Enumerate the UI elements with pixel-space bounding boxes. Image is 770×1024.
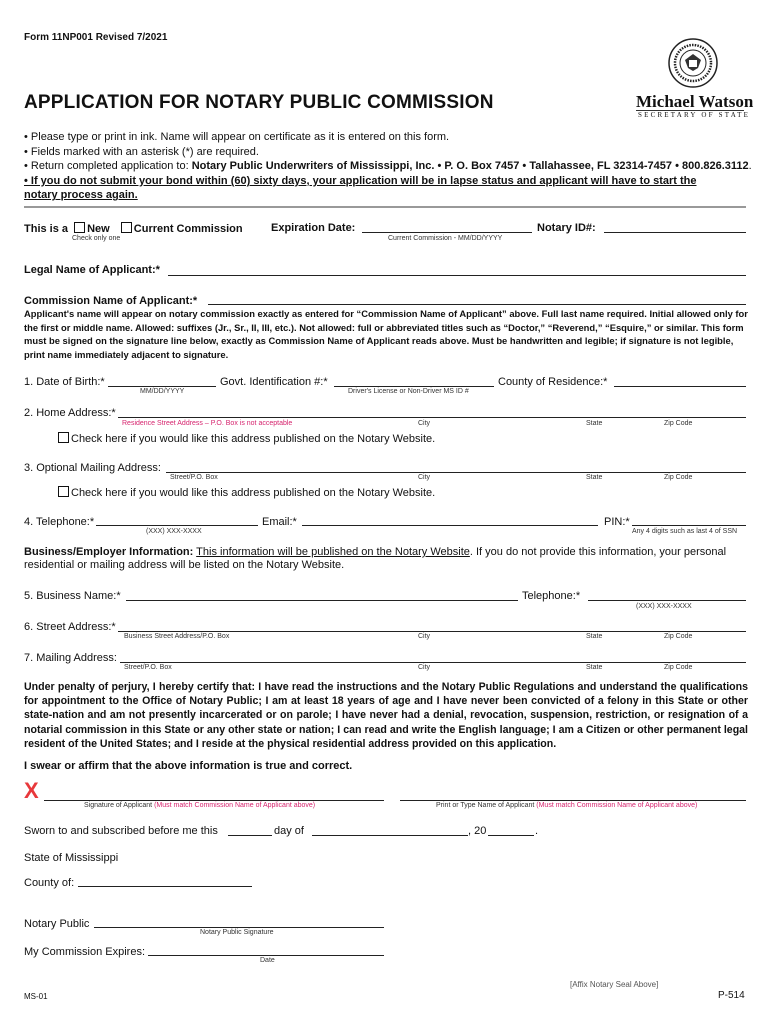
sworn-month-field[interactable] — [312, 835, 468, 836]
page-title: APPLICATION FOR NOTARY PUBLIC COMMISSION — [24, 92, 494, 113]
legal-name-label: Legal Name of Applicant:* — [24, 264, 160, 276]
dob-label: 1. Date of Birth:* — [24, 376, 105, 388]
date-hint: Date — [260, 957, 275, 964]
sworn-label: Sworn to and subscribed before me this — [24, 825, 218, 837]
business-name-field[interactable] — [126, 600, 518, 601]
email-label: Email:* — [262, 516, 297, 528]
telephone-field[interactable] — [96, 525, 258, 526]
business-info-text: Business/Employer Information: This information will be published on the Notary Website. If you do not provide this information, your personal residential or mailing address will be listed on the Notary Website. — [24, 546, 727, 571]
affix-seal-note: [Affix Notary Seal Above] — [570, 980, 659, 989]
instruction-3: • Return completed application to: Notary Public Underwriters of Mississippi, Inc. • P. O. Box 7457 • Tallahassee, FL 32314-7457 • 800.826.3112. — [24, 160, 752, 172]
instruction-2: • Fields marked with an asterisk (*) are required. — [24, 146, 259, 158]
home-address-label: 2. Home Address:* — [24, 407, 116, 419]
check-only-one-hint: Check only one — [72, 235, 121, 242]
commission-name-note: Applicant's name will appear on notary commission exactly as entered for “Commission Name of Applicant” above. Full last name required. Initial allowed only for the first or middle name. Allowed: suffixes (Jr., Sr., II, III, etc.). Not allowed: full or abbreviated titles such as “Doctor,” “Reverend,” “Esquire,” or similar. This form must be signed on the signature line below, exactly as Commission Name of Applicant reads above. Must be handwritten and legible; if signature is not legible, print name immediately adjacent to signature. — [24, 308, 748, 360]
business-street-hint: Business Street Address/P.O. Box — [124, 633, 230, 640]
street-address-field[interactable] — [118, 631, 746, 632]
business-telephone-hint: (XXX) XXX-XXXX — [636, 603, 692, 610]
pin-field[interactable] — [632, 525, 746, 526]
state-seal-icon — [668, 38, 718, 88]
state-label: State of Mississippi — [24, 852, 119, 864]
mailing-zip-hint: Zip Code — [664, 474, 693, 481]
county-of-field[interactable] — [78, 886, 252, 887]
home-publish-option: Check here if you would like this address published on the Notary Website. — [58, 432, 435, 445]
form-id: Form 11NP001 Revised 7/2021 — [24, 32, 168, 43]
expiration-date-hint: Current Commission - MM/DD/YYYY — [388, 235, 503, 242]
county-field[interactable] — [614, 386, 746, 387]
secretary-office: SECRETARY OF STATE — [638, 111, 751, 119]
applicant-signature-hint: Signature of Applicant (Must match Commission Name of Applicant above) — [84, 802, 316, 809]
swear-statement: I swear or affirm that the above information is true and correct. — [24, 760, 353, 772]
business-name-label: 5. Business Name:* — [24, 590, 121, 602]
business-city-hint: City — [418, 633, 431, 640]
mailing-address-label: 3. Optional Mailing Address: — [24, 462, 161, 474]
instruction-1: • Please type or print in ink. Name will appear on certificate as it is entered on this form. — [24, 131, 450, 143]
dob-hint: MM/DD/YYYY — [140, 388, 185, 395]
sworn-day-field[interactable] — [228, 835, 272, 836]
county-label: County of Residence:* — [498, 376, 608, 388]
year-prefix: , 20 — [468, 825, 487, 837]
expiration-date-label: Expiration Date: — [271, 222, 356, 234]
telephone-label: 4. Telephone:* — [24, 516, 95, 528]
mailing-state-hint: State — [586, 474, 603, 481]
business-mailing-city-hint: City — [418, 664, 431, 671]
business-mailing-zip-hint: Zip Code — [664, 664, 693, 671]
commission-expires-field[interactable] — [148, 955, 384, 956]
perjury-statement: Under penalty of perjury, I hereby certify that: I have read the instructions and the Notary Public Regulations and understand the qualifications for appointment to the Office of Notary Public; I am at least 18 years of age and I have never been convicted of a felony in this State or other state-nation and am not presently incarcerated or on parole; I have never had a denial, revocation, suspension, restriction, or resignation of a notarial commission in this State or any other state or nation; I can read and write the English language; I am a Citizen or other permanent legal resident of the United States; and I reside at the physical residential address provided on this application. — [24, 681, 748, 750]
sign-here-mark: X — [24, 778, 39, 803]
business-mailing-street-hint: Street/P.O. Box — [124, 664, 172, 671]
gov-id-field[interactable] — [334, 386, 494, 387]
mailing-street-hint: Street/P.O. Box — [170, 474, 218, 481]
instruction-4: • If you do not submit your bond within (60) sixty days, your application will be in lapse status and applicant will have to start the notary process again. — [24, 175, 697, 201]
mailing-city-hint: City — [418, 474, 431, 481]
mailing-address-field[interactable] — [166, 472, 746, 473]
notary-id-field[interactable] — [604, 232, 746, 233]
home-publish-checkbox[interactable] — [58, 432, 69, 443]
home-address-field[interactable] — [118, 417, 746, 418]
home-state-hint: State — [586, 420, 603, 427]
secretary-name: Michael Watson — [636, 92, 754, 111]
footer-form-code: MS-01 — [24, 992, 48, 1001]
commission-name-field[interactable] — [208, 304, 746, 305]
telephone-hint: (XXX) XXX-XXXX — [146, 528, 202, 535]
sworn-period: . — [535, 825, 539, 837]
notary-signature-hint: Notary Public Signature — [200, 929, 274, 936]
day-of-label: day of — [274, 825, 304, 837]
home-street-hint: Residence Street Address – P.O. Box is not acceptable — [122, 420, 293, 427]
sworn-year-field[interactable] — [488, 835, 534, 836]
notary-id-label: Notary ID#: — [537, 222, 596, 234]
gov-id-hint: Driver's License or Non-Driver MS ID # — [348, 388, 469, 395]
notary-signature-field[interactable] — [94, 927, 384, 928]
gov-id-label: Govt. Identification #:* — [220, 376, 328, 388]
home-city-hint: City — [418, 420, 431, 427]
this-is-a-label: This is a New Current Commission — [24, 223, 243, 235]
current-commission-checkbox[interactable] — [121, 222, 132, 233]
pin-label: PIN:* — [604, 516, 630, 528]
business-state-hint: State — [586, 633, 603, 640]
county-of-label: County of: — [24, 877, 75, 889]
footer-page-code: P-514 — [718, 990, 745, 1001]
applicant-signature-field[interactable] — [44, 800, 384, 801]
dob-field[interactable] — [108, 386, 216, 387]
notary-public-label: Notary Public — [24, 918, 90, 930]
commission-name-label: Commission Name of Applicant:* — [24, 295, 198, 307]
business-mailing-field[interactable] — [120, 662, 746, 663]
business-mailing-label: 7. Mailing Address: — [24, 652, 117, 664]
printed-name-hint: Print or Type Name of Applicant (Must match Commission Name of Applicant above) — [436, 802, 698, 809]
business-telephone-field[interactable] — [588, 600, 746, 601]
new-checkbox[interactable] — [74, 222, 85, 233]
business-telephone-label: Telephone:* — [522, 590, 581, 602]
street-address-label: 6. Street Address:* — [24, 621, 116, 633]
email-field[interactable] — [302, 525, 598, 526]
home-zip-hint: Zip Code — [664, 420, 693, 427]
pin-hint: Any 4 digits such as last 4 of SSN — [632, 528, 738, 535]
expiration-date-field[interactable] — [362, 232, 532, 233]
business-zip-hint: Zip Code — [664, 633, 693, 640]
printed-name-field[interactable] — [400, 800, 746, 801]
mailing-publish-option: Check here if you would like this address published on the Notary Website. — [58, 486, 435, 499]
commission-expires-label: My Commission Expires: — [24, 946, 146, 958]
mailing-publish-checkbox[interactable] — [58, 486, 69, 497]
business-mailing-state-hint: State — [586, 664, 603, 671]
legal-name-field[interactable] — [168, 275, 746, 276]
